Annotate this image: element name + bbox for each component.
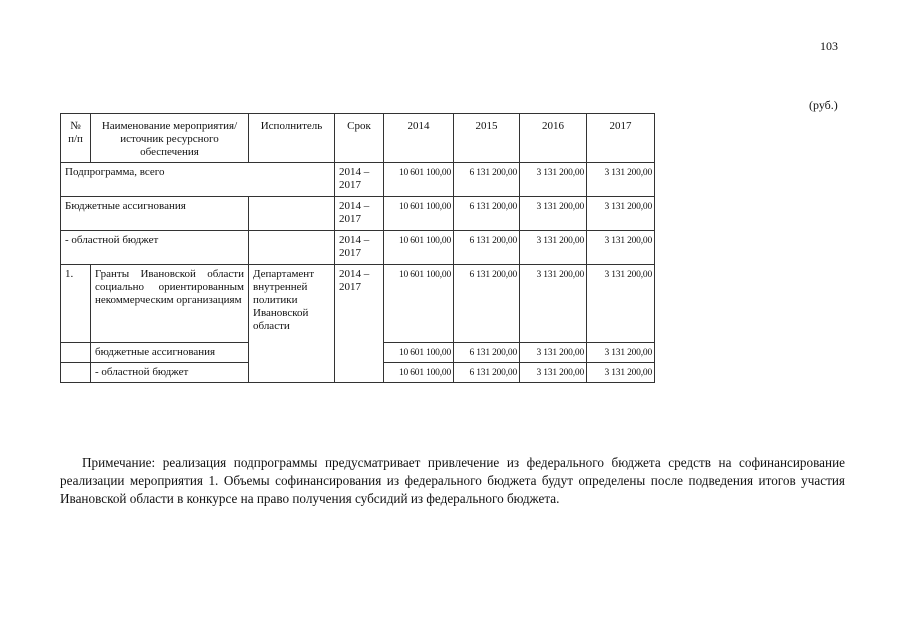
sub-value-2017: 3 131 200,00 [587, 343, 655, 363]
table-row [61, 197, 655, 231]
sub-value-2014: 10 601 100,00 [384, 343, 454, 363]
row-name: - областной бюджет [61, 231, 249, 265]
page-number: 103 [820, 39, 838, 53]
sub-num-empty [61, 343, 91, 363]
table-header-row [61, 114, 655, 163]
sub-value-2015: 6 131 200,00 [454, 343, 520, 363]
row-value-2017: 3 131 200,00 [587, 163, 655, 197]
sub-value-2016: 3 131 200,00 [520, 363, 587, 383]
row-term: 2014 – 2017 [335, 197, 384, 231]
row-name: Подпрограмма, всего [61, 163, 335, 197]
budget-table [60, 113, 655, 383]
row-executor-empty [249, 231, 335, 265]
item-executor: Департамент внутренней политики Ивановской области [249, 265, 335, 383]
header-2016: 2016 [520, 114, 587, 163]
header-term: Срок [335, 114, 384, 163]
row-value-2016: 3 131 200,00 [520, 197, 587, 231]
row-term: 2014 – 2017 [335, 231, 384, 265]
row-term: 2014 – 2017 [335, 163, 384, 197]
sub-name: бюджетные ассигнования [91, 343, 249, 363]
header-executor: Исполнитель [249, 114, 335, 163]
sub-value-2014: 10 601 100,00 [384, 363, 454, 383]
header-2017: 2017 [587, 114, 655, 163]
row-value-2015: 6 131 200,00 [454, 231, 520, 265]
item-value-2016: 3 131 200,00 [520, 265, 587, 343]
sub-num-empty [61, 363, 91, 383]
footnote: Примечание: реализация подпрограммы предусматривает привлечение из федерального бюджета средств на софинансирование реализации мероприятия 1. Объемы софинансирования из федерального бюджета будут определены после подведения итогов участия Ивановской области в конкурсе на право получения субсидий из федерального бюджета. [60, 455, 845, 506]
item-value-2015: 6 131 200,00 [454, 265, 520, 343]
row-value-2016: 3 131 200,00 [520, 163, 587, 197]
row-value-2017: 3 131 200,00 [587, 197, 655, 231]
header-num: № п/п [61, 114, 91, 163]
header-name: Наименование мероприятия/источник ресурсного обеспечения [91, 114, 249, 163]
row-value-2017: 3 131 200,00 [587, 231, 655, 265]
item-name: Гранты Ивановской области социально ориентированным некоммерческим организациям [91, 265, 249, 343]
row-value-2014: 10 601 100,00 [384, 231, 454, 265]
table-row [61, 231, 655, 265]
item-num: 1. [61, 265, 91, 343]
header-2014: 2014 [384, 114, 454, 163]
header-2015: 2015 [454, 114, 520, 163]
sub-value-2015: 6 131 200,00 [454, 363, 520, 383]
row-name: Бюджетные ассигнования [61, 197, 249, 231]
row-value-2015: 6 131 200,00 [454, 163, 520, 197]
row-value-2014: 10 601 100,00 [384, 163, 454, 197]
row-value-2014: 10 601 100,00 [384, 197, 454, 231]
row-value-2015: 6 131 200,00 [454, 197, 520, 231]
sub-value-2016: 3 131 200,00 [520, 343, 587, 363]
item-value-2014: 10 601 100,00 [384, 265, 454, 343]
row-executor-empty [249, 197, 335, 231]
currency-unit: (руб.) [809, 98, 838, 112]
sub-value-2017: 3 131 200,00 [587, 363, 655, 383]
table-row-item [61, 265, 655, 343]
table-row [61, 163, 655, 197]
item-term: 2014 – 2017 [335, 265, 384, 383]
item-value-2017: 3 131 200,00 [587, 265, 655, 343]
sub-name: - областной бюджет [91, 363, 249, 383]
row-value-2016: 3 131 200,00 [520, 231, 587, 265]
